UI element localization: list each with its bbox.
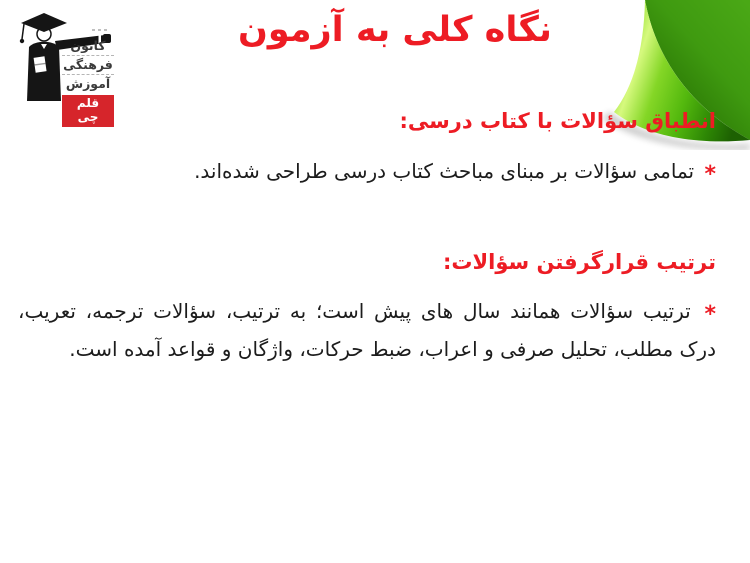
page-title: نگاه کلی به آزمون (238, 10, 552, 50)
logo-org-word-2: فرهنگی (63, 57, 113, 72)
bullet-star-icon: * (704, 162, 716, 187)
logo-org-word-1: کانون (70, 38, 106, 53)
bullet-star-icon: * (704, 302, 716, 327)
section-2-bullet-text: ترتیب سؤالات همانند سال های پیش است؛ به ترتیب، سؤالات ترجمه، تعریب، درک مطلب، تحلیل صرفی و اعراب، ضبط حرکات، واژگان و قواعد آمده است. (18, 299, 716, 361)
logo-org-word-3: آموزش (62, 74, 114, 93)
section-2-bullet (18, 294, 716, 366)
logo-badge: قلم چی (62, 95, 114, 127)
section-1-bullet-text: تمامی سؤالات بر مبنای مباحث کتاب درسی طراحی شده‌اند. (194, 159, 695, 183)
section-1-bullet (18, 154, 716, 192)
section-1-heading: انطباق سؤالات با کتاب درسی: (399, 109, 716, 133)
section-2-heading: ترتیب قرارگرفتن سؤالات: (442, 250, 716, 274)
